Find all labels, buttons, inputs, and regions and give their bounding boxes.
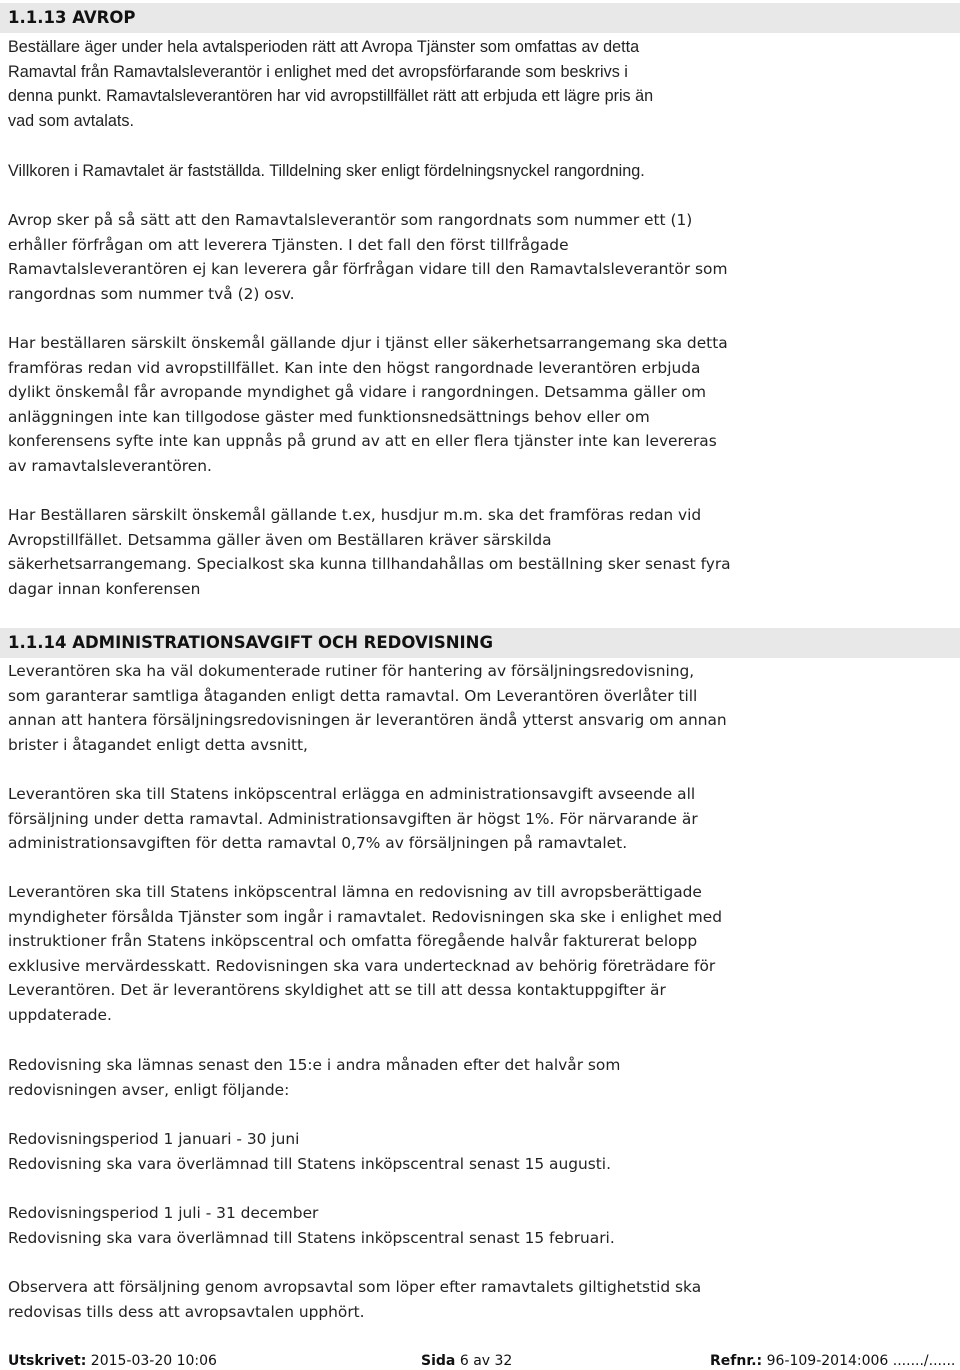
text-line: myndigheter försålda Tjänster som ingår i ramavtalet. Redovisningen ska ske i enlighet med <box>8 907 723 926</box>
page-of: av <box>473 1353 491 1369</box>
text-line: Redovisning ska vara överlämnad till Statens inköpscentral senast 15 augusti. <box>8 1154 611 1173</box>
text-line: instruktioner från Statens inköpscentral och omfatta föregående halvår fakturerat belopp <box>8 932 698 950</box>
section-heading-avrop: 1.1.13 AVROP <box>0 3 960 33</box>
text-line: av ramavtalsleverantören. <box>8 456 212 475</box>
text-line: Har Beställaren särskilt önskemål gällande t.ex, husdjur m.m. ska det framföras redan vid <box>8 506 702 524</box>
text-line: denna punkt. Ramavtalsleverantören har vid avropstillfället rätt att erbjuda ett lägre pris än <box>8 87 654 105</box>
text-line: försäljning under detta ramavtal. Administrationsavgiften är högst 1%. För närvarande är <box>8 809 698 828</box>
ref-value: 96-109-2014:006 ......./...... <box>766 1353 956 1369</box>
paragraph-reporting-period-2 <box>8 1201 952 1250</box>
text-line: framföras redan vid avropstillfället. Kan inte den högst rangordnade leverantören erbjuda <box>8 358 701 377</box>
paragraph-reporting-deadline <box>8 1053 952 1102</box>
text-line: Leverantören ska till Statens inköpscentral lämna en redovisning av till avropsberättigade <box>8 883 702 901</box>
text-line: redovisningen avser, enligt följande: <box>8 1080 290 1099</box>
text-line: som garanterar samtliga åtaganden enligt detta ramavtal. Om Leverantören överlåter till <box>8 686 698 705</box>
text-line: vad som avtalats. <box>8 111 134 130</box>
printed-value: 2015-03-20 10:06 <box>90 1353 217 1369</box>
text-line: dagar innan konferensen <box>8 579 201 598</box>
text-line: exklusive mervärdesskatt. Redovisningen ska vara undertecknad av behörig företrädare för <box>8 956 716 975</box>
text-line: anläggningen inte kan tillgodose gäster med funktionsnedsättnings behov eller om <box>8 407 650 426</box>
text-line: Redovisningsperiod 1 januari - 30 juni <box>8 1130 300 1148</box>
ref-label: Refnr.: <box>710 1353 763 1369</box>
page-label: Sida <box>421 1353 456 1369</box>
text-line: Villkoren i Ramavtalet är fastställda. Tilldelning sker enligt fördelningsnyckel rangordning. <box>8 162 645 180</box>
text-line: Leverantören ska till Statens inköpscentral erlägga en administrationsavgift avseende all <box>8 785 696 803</box>
paragraph-avrop-ranking <box>8 208 952 306</box>
paragraph-administration-fee <box>8 782 952 856</box>
text-line: dylikt önskemål får avropande myndighet gå vidare i rangordningen. Detsamma gäller om <box>8 383 707 401</box>
text-line: Redovisning ska vara överlämnad till Statens inköpscentral senast 15 februari. <box>8 1228 615 1247</box>
text-line: erhåller förfrågan om att leverera Tjänsten. I det fall den först tillfrågade <box>8 235 569 254</box>
text-line: annan att hantera försäljningsredovisningen är leverantören ändå ytterst ansvarig om annan <box>8 711 727 729</box>
paragraph-avrop-pets-diet <box>8 503 952 601</box>
text-line: Redovisningsperiod 1 juli - 31 december <box>8 1204 319 1222</box>
paragraph-reporting-note <box>8 1275 952 1324</box>
paragraph-avrop-special-requests <box>8 331 952 478</box>
printed-label: Utskrivet: <box>8 1353 87 1369</box>
page-total: 32 <box>494 1353 513 1369</box>
paragraph-avrop-terms <box>8 159 952 184</box>
text-line: konferensens syfte inte kan uppnås på grund av att en eller flera tjänster inte kan levereras <box>8 432 717 450</box>
text-line: Ramavtal från Ramavtalsleverantör i enlighet med det avropsförfarande som beskrivs i <box>8 62 628 81</box>
text-line: uppdaterade. <box>8 1005 112 1024</box>
text-line: administrationsavgiften för detta ramavtal 0,7% av försäljningen på ramavtalet. <box>8 834 628 852</box>
text-line: säkerhetsarrangemang. Specialkost ska kunna tillhandahållas om beställning sker senast fyra <box>8 555 731 573</box>
text-line: Leverantören ska ha väl dokumenterade rutiner för hantering av försäljningsredovisning, <box>8 662 695 680</box>
text-line: Har beställaren särskilt önskemål gällande djur i tjänst eller säkerhetsarrangemang ska detta <box>8 334 728 352</box>
text-line: Ramavtalsleverantören ej kan leverera går förfrågan vidare till den Ramavtalsleverantör som <box>8 260 728 278</box>
page-footer <box>0 1352 960 1370</box>
footer-reference-number <box>710 1352 955 1370</box>
text-line: Leverantören. Det är leverantörens skyldighet att se till att dessa kontaktuppgifter är <box>8 981 666 999</box>
section-heading-administration-fee: 1.1.14 ADMINISTRATIONSAVGIFT OCH REDOVISNING <box>0 628 960 658</box>
text-line: Observera att försäljning genom avropsavtal som löper efter ramavtalets giltighetstid ska <box>8 1278 702 1296</box>
text-line: Beställare äger under hela avtalsperioden rätt att Avropa Tjänster som omfattas av detta <box>8 38 640 56</box>
paragraph-reporting-period-1 <box>8 1127 952 1176</box>
footer-printed-date <box>8 1352 217 1370</box>
text-line: brister i åtagandet enligt detta avsnitt, <box>8 735 308 754</box>
paragraph-sales-reporting-routines <box>8 659 952 757</box>
text-line: Avrop sker på så sätt att den Ramavtalsleverantör som rangordnats som nummer ett (1) <box>8 211 693 229</box>
paragraph-reporting-requirements <box>8 880 952 1027</box>
paragraph-avrop-rights <box>8 35 952 133</box>
page-current: 6 <box>459 1353 469 1369</box>
text-line: redovisas tills dess att avropsavtalen upphört. <box>8 1302 365 1321</box>
footer-page-number <box>421 1352 512 1370</box>
text-line: Redovisning ska lämnas senast den 15:e i andra månaden efter det halvår som <box>8 1056 621 1074</box>
text-line: rangordnas som nummer två (2) osv. <box>8 284 295 303</box>
text-line: Avropstillfället. Detsamma gäller även om Beställaren kräver särskilda <box>8 530 552 549</box>
